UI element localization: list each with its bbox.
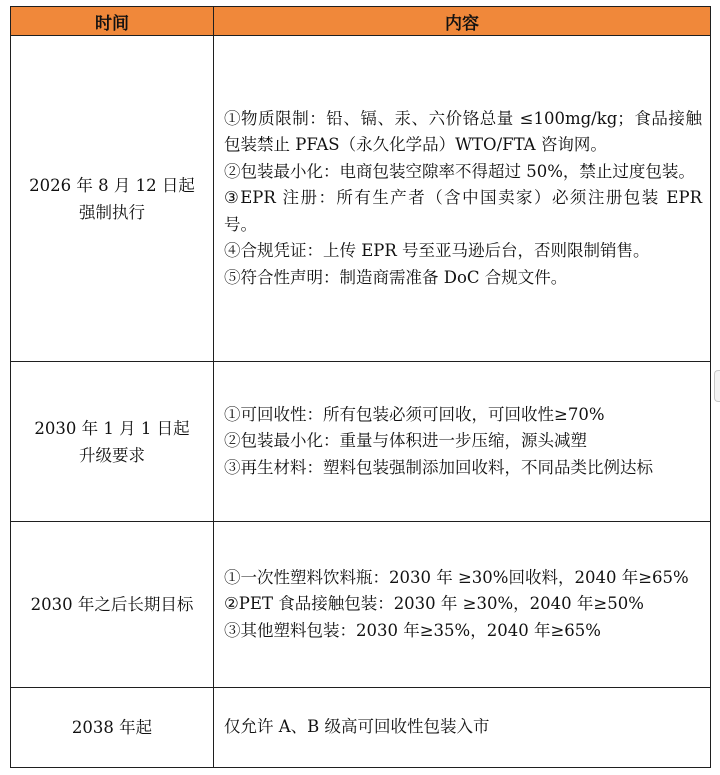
requirement-item: ③EPR 注册：所有生产者（含中国卖家）必须注册包装 EPR 号。 [224, 188, 702, 234]
time-cell: 2030 年 1 月 1 日起升级要求 [11, 362, 214, 522]
requirement-item: ②PET 食品接触包装：2030 年 ≥30%，2040 年≥50% [224, 594, 644, 614]
content-cell [214, 688, 711, 768]
header-row [11, 7, 711, 36]
table-row [11, 522, 711, 688]
table-row [11, 688, 711, 768]
edge-scroll-handle[interactable] [714, 370, 720, 402]
requirement-item: ⑤符合性声明：制造商需准备 DoC 合规文件。 [224, 267, 568, 287]
requirement-item: ③其他塑料包装：2030 年≥35%，2040 年≥65% [224, 620, 601, 640]
content-cell [214, 36, 711, 362]
requirement-item: ②包装最小化：重量与体积进一步压缩，源头减塑 [224, 431, 587, 451]
requirement-item: 仅允许 A、B 级高可回收性包装入市 [224, 717, 490, 737]
requirement-item: ①可回收性：所有包装必须可回收，可回收性≥70% [224, 404, 605, 424]
regulation-timeline-table [10, 6, 711, 768]
content-cell [214, 362, 711, 522]
requirement-item: ①一次性塑料饮料瓶：2030 年 ≥30%回收料，2040 年≥65% [224, 567, 689, 587]
time-cell: 2030 年之后长期目标 [11, 522, 214, 688]
header-content: 内容 [214, 7, 711, 36]
requirement-item: ②包装最小化：电商包装空隙率不得超过 50%，禁止过度包装。 [224, 161, 695, 181]
time-cell: 2038 年起 [11, 688, 214, 768]
content-cell [214, 522, 711, 688]
requirement-item: ③再生材料：塑料包装强制添加回收料，不同品类比例达标 [224, 457, 653, 477]
table-row [11, 362, 711, 522]
header-time: 时间 [11, 7, 214, 36]
requirement-item: ①物质限制：铅、镉、汞、六价铬总量 ≤100mg/kg；食品接触包装禁止 PFAS（永久化学品）WTO/FTA 咨询网。 [224, 108, 702, 155]
time-cell: 2026 年 8 月 12 日起强制执行 [11, 36, 214, 362]
table-row [11, 36, 711, 362]
requirement-item: ④合规凭证：上传 EPR 号至亚马逊后台，否则限制销售。 [224, 241, 650, 261]
